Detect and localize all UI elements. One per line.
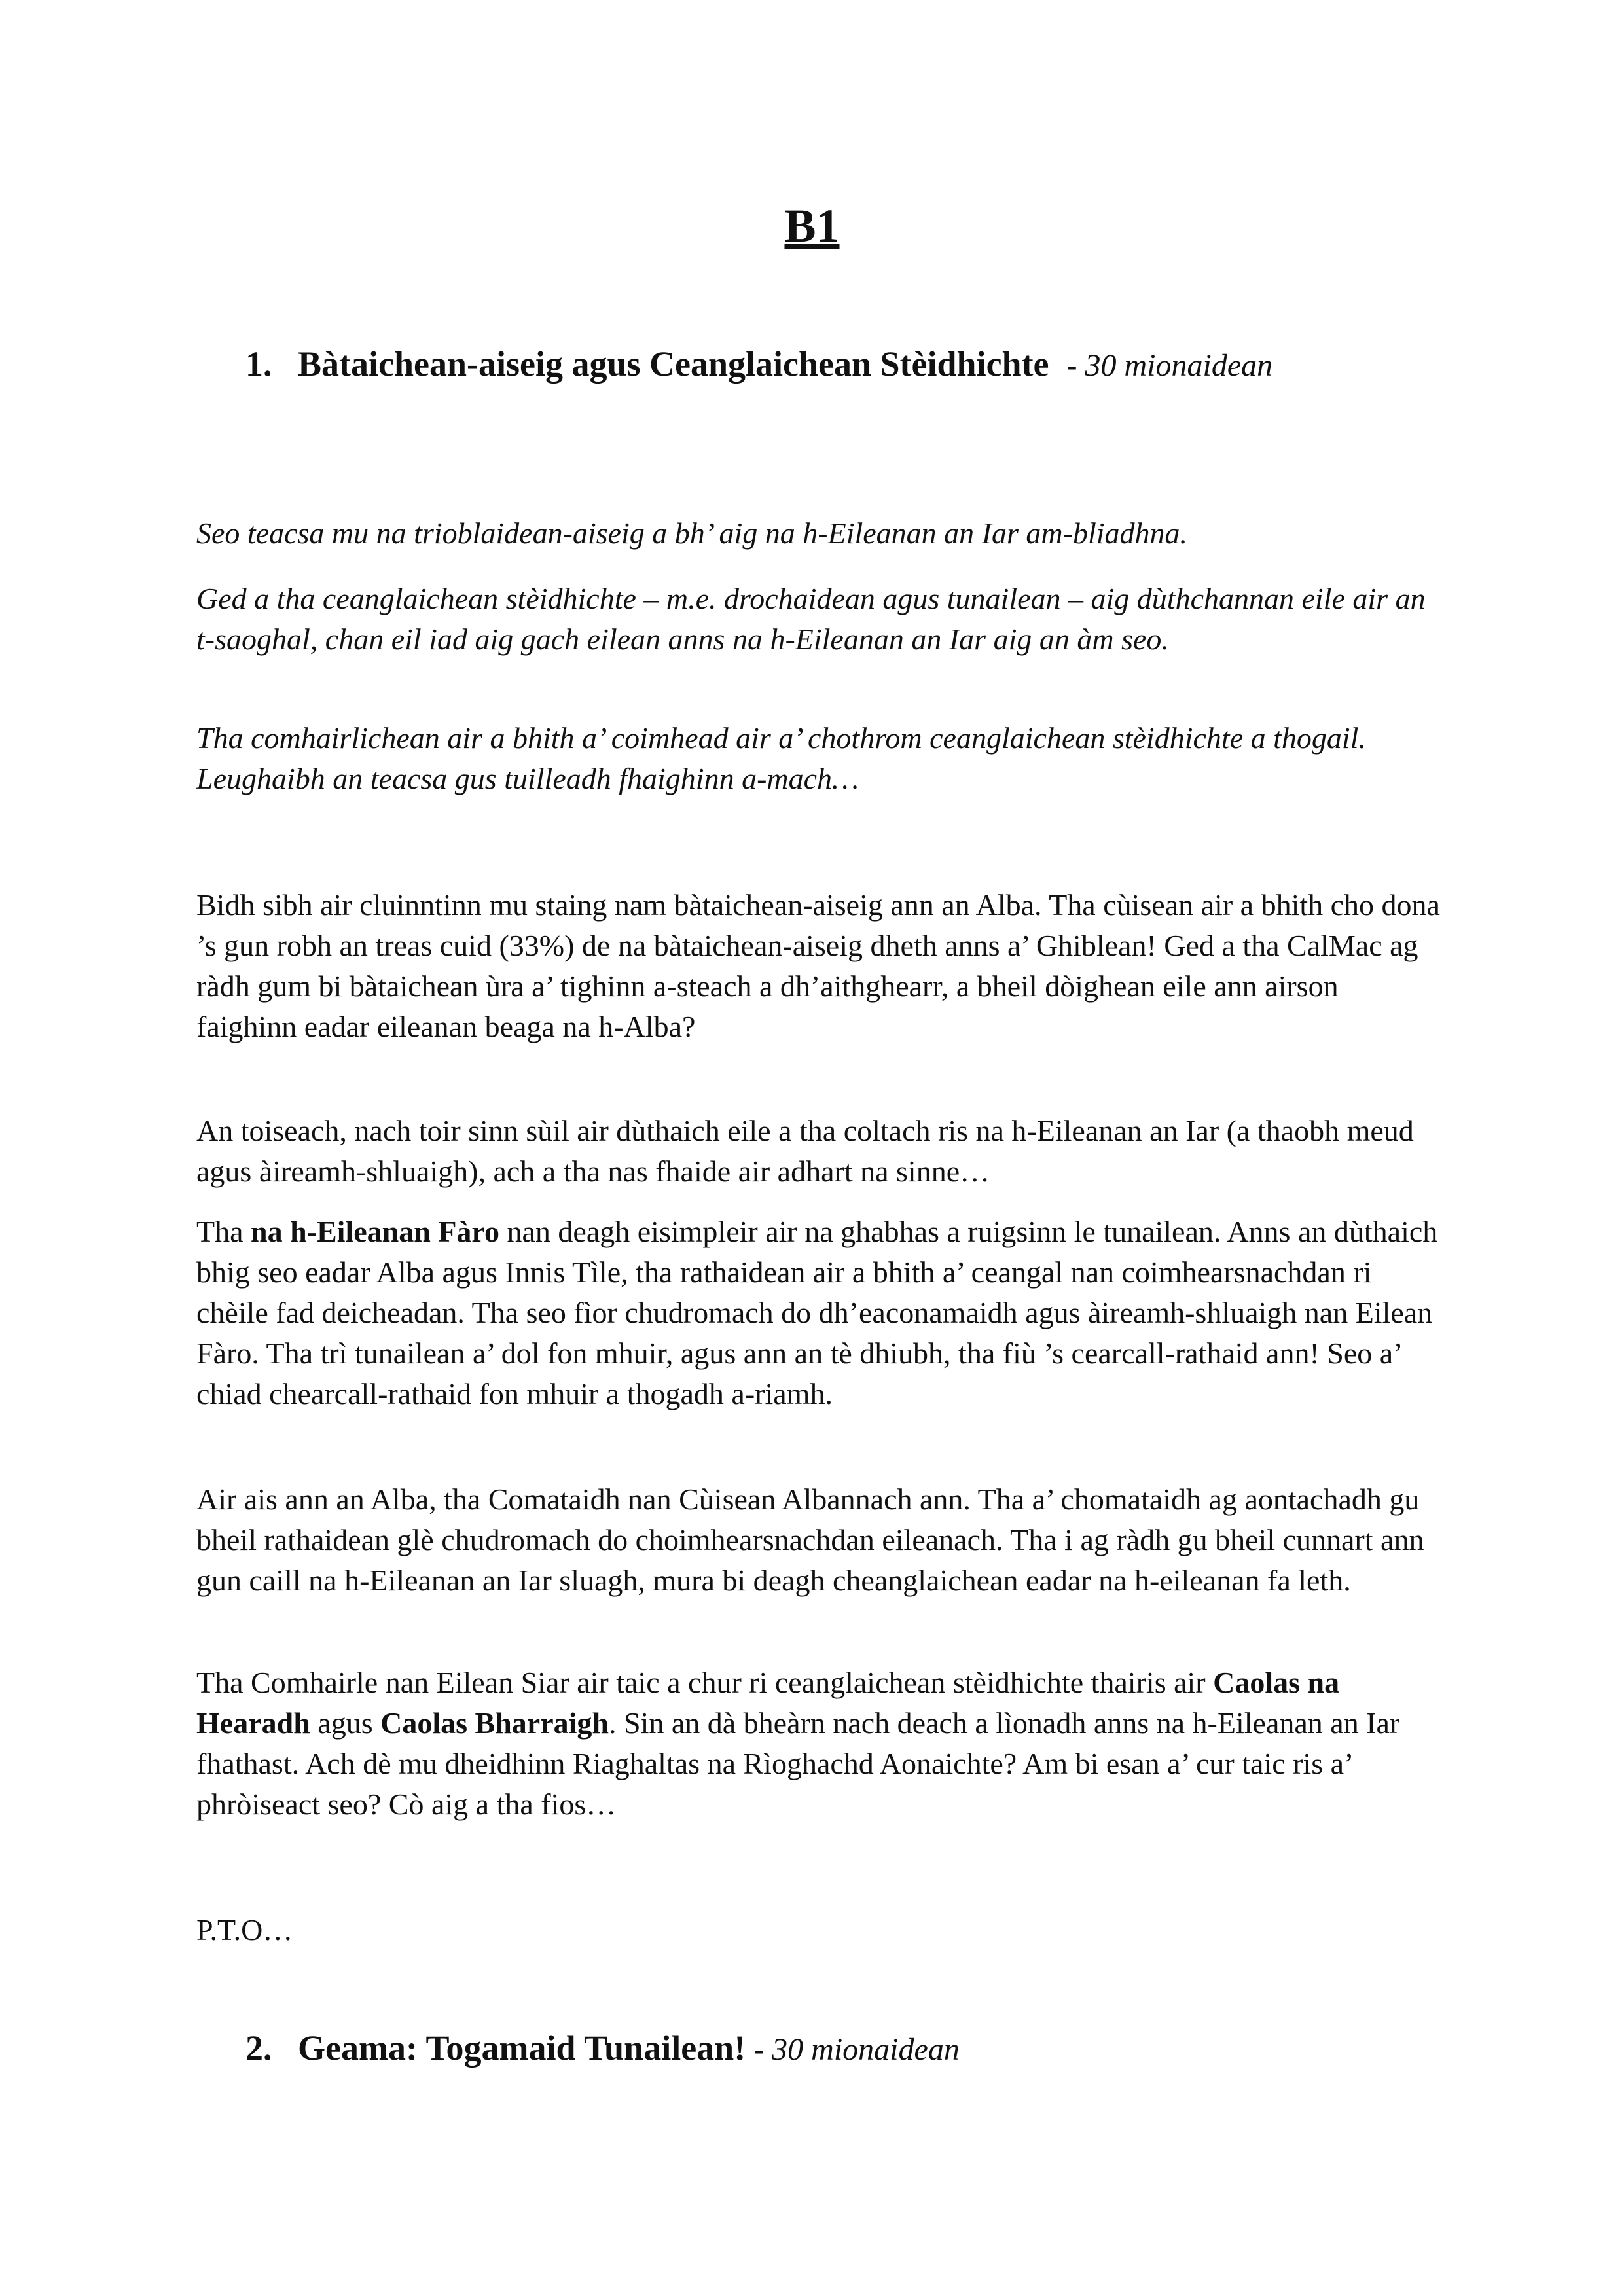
body-paragraph-3 — [196, 1211, 1440, 1414]
section-2-heading — [245, 2028, 1456, 2070]
body-paragraph-5 — [196, 1662, 1440, 1825]
body-paragraph-2: An toiseach, nach toir sinn sùil air dùthaich eile a tha coltach ris na h-Eileanan an Iar (a thaobh meud agus àireamh-shluaigh), ach a tha nas fhaide air adhart na sinne… — [196, 1114, 1414, 1188]
body-paragraph-3-rest: nan deagh eisimpleir air na ghabhas a ruigsinn le tunailean. Anns an dùthaich bhig seo eadar Alba agus Innis Tìle, tha rathaidean air a bhith a’ ceangal nan coimhearsnachdan ri chèile fad deicheadan. Tha seo fìor chudromach do dh’eaconamaidh agus àireamh-shluaigh nan Eilean Fàro. Tha trì tunailean a’ dol fon mhuir, agus ann an tè dhiubh, tha fiù ’s cearcall-rathaid ann! Seo a’ chiad chearcall-rathaid fon mhuir a thogadh a-riamh. — [196, 1215, 1438, 1410]
section-1-duration: - 30 mionaidean — [1066, 348, 1273, 383]
section-2-title: Geama: Togamaid Tunailean! — [298, 2028, 746, 2068]
faroe-islands-bold: na h-Eileanan Fàro — [251, 1215, 500, 1248]
intro-paragraph-2: Ged a tha ceanglaichean stèidhichte – m.e. drochaidean agus tunailean – aig dùthchannan eile air an t-saoghal, chan eil iad aig gach eilean anns na h-Eileanan an Iar aig an àm seo. — [196, 582, 1426, 656]
body-paragraph-5-lead: Tha Comhairle nan Eilean Siar air taic a chur ri ceanglaichean stèidhichte thairis air — [196, 1666, 1214, 1699]
body-paragraph-4: Air ais ann an Alba, tha Comataidh nan Cùisean Albannach ann. Tha a’ chomataidh ag aontachadh gu bheil rathaidean glè chudromach do choimhearsnachdan eileanach. Tha i ag ràdh gu bheil cunnart ann gun caill na h-Eileanan an Iar sluagh, mura bi deagh cheanglaichean eadar na h-eileanan fa leth. — [196, 1482, 1424, 1597]
caolas-bharraigh-bold: Caolas Bharraigh — [380, 1706, 609, 1740]
caolas-na-hearadh-bold: Caolas na Hearadh — [196, 1666, 1340, 1740]
section-2-number: 2. — [245, 2028, 272, 2068]
body-paragraph-5-rest: . Sin an dà bheàrn nach deach a lìonadh anns na h-Eileanan an Iar fhathast. Ach dè mu dheidhinn Riaghaltas na Rìoghachd Aonaichte? Am bi esan a’ cur taic ris a’ phròiseact seo? Cò aig a tha fios… — [196, 1706, 1400, 1821]
pto-note: P.T.O… — [196, 1913, 293, 1946]
intro-paragraph-1: Seo teacsa mu na trioblaidean-aiseig a bh’ aig na h-Eileanan an Iar am-bliadhna. — [196, 516, 1188, 550]
page-title: B1 — [784, 200, 840, 252]
section-1-heading — [245, 344, 1456, 386]
section-1-title: Bàtaichean-aiseig agus Ceanglaichean Stèidhichte — [298, 344, 1049, 384]
section-1-number: 1. — [245, 344, 272, 384]
body-paragraph-1: Bidh sibh air cluinntinn mu staing nam bàtaichean-aiseig ann an Alba. Tha cùisean air a bhith cho dona ’s gun robh an treas cuid (33%) de na bàtaichean-aiseig dheth anns a’ Ghiblean! Ged a tha CalMac ag ràdh gum bi bàtaichean ùra a’ tighinn a-steach a dh’aithghearr, a bheil dòighean eile ann airson faighinn eadar eileanan beaga na h-Alba? — [196, 888, 1440, 1043]
section-2-duration: - 30 mionaidean — [746, 2032, 960, 2067]
body-paragraph-5-mid: agus — [310, 1706, 381, 1740]
body-paragraph-3-lead: Tha — [196, 1215, 251, 1248]
intro-paragraph-3: Tha comhairlichean air a bhith a’ coimhead air a’ chothrom ceanglaichean stèidhichte a thogail. Leughaibh an teacsa gus tuilleadh fhaighinn a-mach… — [196, 721, 1366, 795]
